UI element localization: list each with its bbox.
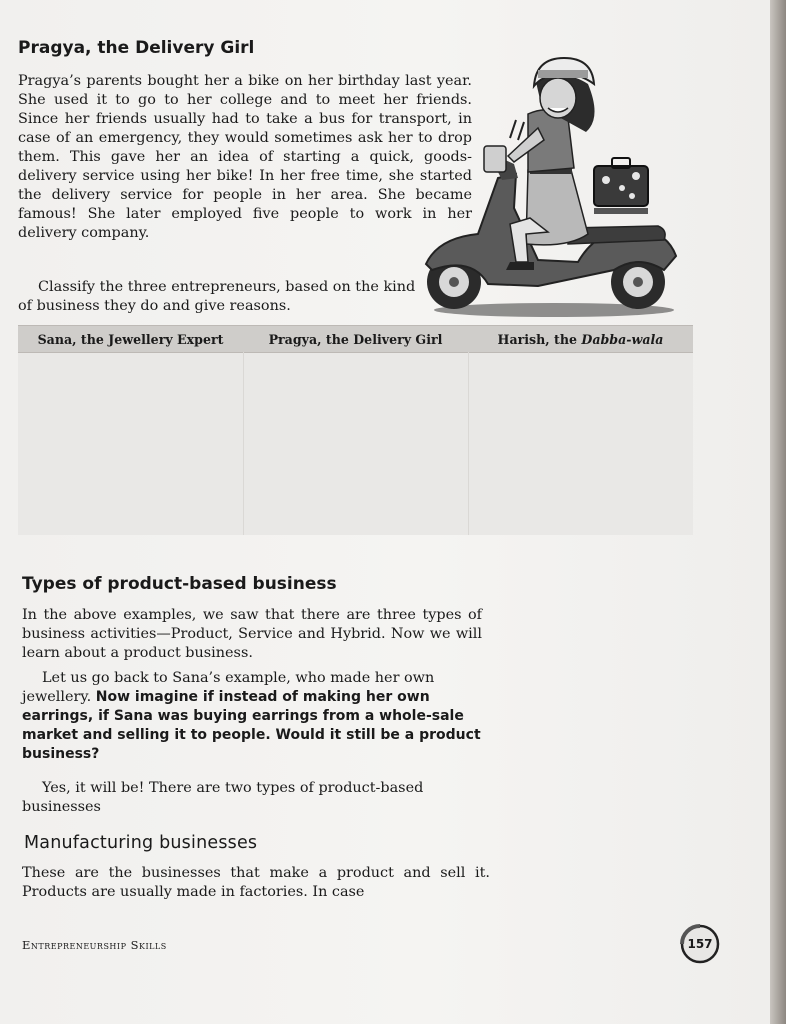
book-spine-edge [770,0,786,1024]
manufacturing-paragraph: These are the businesses that make a product and sell it. Products are usually made in factories. In case [22,865,490,900]
column-header-harish-label: Harish, the [497,331,582,347]
subsection-title: Manufacturing businesses [24,833,258,853]
page-number-badge [680,924,720,964]
table-column-divider [243,352,244,535]
delivery-girl-illustration [418,48,690,320]
sana-example-text: Let us go back to Sana’s example, who made her own jewellery. [22,670,435,705]
page-number: 157 [687,937,713,951]
footer-book-title: Entrepreneurship Skills [22,938,167,952]
classification-table [18,325,693,535]
table-header-row [18,325,693,353]
table-column-divider [468,352,469,535]
column-header-harish [468,332,693,347]
classify-instruction: Classify the three entrepreneurs, based on the kind of business they do and give reasons. [18,279,416,314]
column-header-harish-italic: Dabba-wala [581,331,664,347]
sana-example-question: Now imagine if instead of making her own earrings, if Sana was buying earrings from a whole-sale market and selling it to people. Would it still be a product business? [22,689,481,762]
answer-paragraph: Yes, it will be! There are two types of product-based businesses [22,780,424,815]
sana-example-paragraph [22,669,488,764]
section-title: Types of product-based business [22,574,337,594]
column-header-sana: Sana, the Jewellery Expert [37,331,224,347]
column-header-pragya: Pragya, the Delivery Girl [268,331,443,347]
story-paragraph: Pragya’s parents bought her a bike on her birthday last year. She used it to go to her college and to meet her friends. Since her friends usually had to take a bus for transport, in case of an emergency, they would sometimes ask her to drop them. This gave her an idea of starting a quick, goods-delivery service using her bike! In her free time, she started the delivery service for people in her area. She became famous! She later employed five people to work in her delivery company. [18,73,472,241]
types-paragraph: In the above examples, we saw that there are three types of business activities—Product, Service and Hybrid. Now we will learn about a product business. [22,607,482,661]
story-title: Pragya, the Delivery Girl [18,38,255,58]
